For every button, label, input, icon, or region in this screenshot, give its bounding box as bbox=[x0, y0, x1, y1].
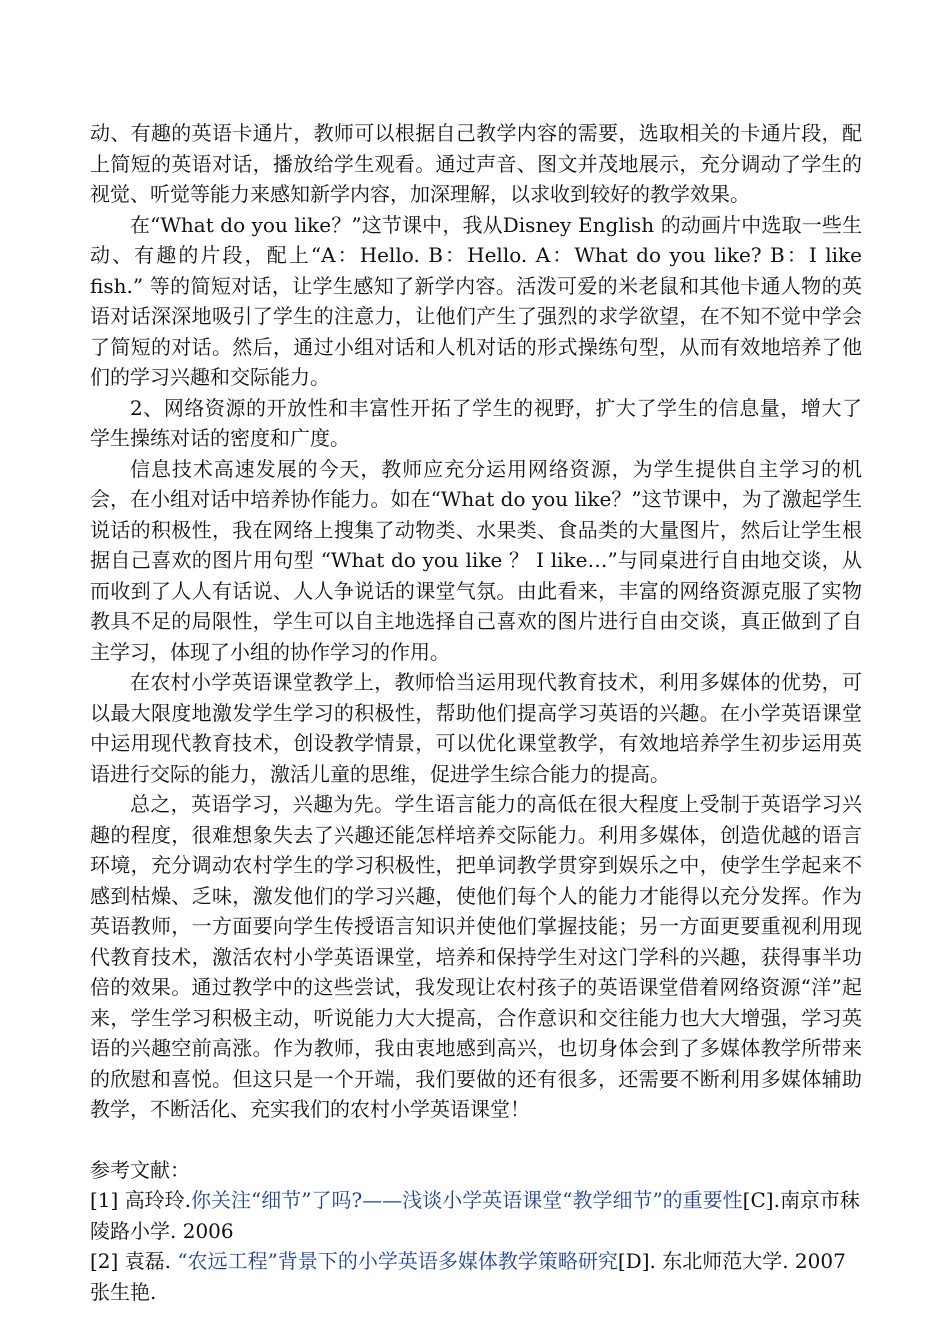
body-paragraph-5: 在农村小学英语课堂教学上，教师恰当运用现代教育技术，利用多媒体的优势，可以最大限度地激发学生学习的积极性，帮助他们提高学习英语的兴趣。在小学英语课堂中运用现代教育技术，创设教学情景，可以优化课堂教学，有效地培养学生初步运用英语进行交际的能力，激活儿童的思维，促进学生综合能力的提高。 bbox=[90, 670, 862, 786]
body-paragraph-4: 信息技术高速发展的今天，教师应充分运用网络资源，为学生提供自主学习的机会，在小组对话中培养协作能力。如在“What do you like？”这节课中，为了激起学生说话的积极性，我在网络上搜集了动物类、水果类、食品类的大量图片，然后让学生根据自己喜欢的图片用句型 “What do you like ？ I like…”与同桌进行自由地交谈，从而收到了人人有话说、人人争说话的课堂气氛。由此看来，丰富的网络资源克服了实物教具不足的局限性，学生可以自主地选择自己喜欢的图片进行自由交谈，真正做到了自主学习，体现了小组的协作学习的作用。 bbox=[90, 456, 862, 664]
references-section bbox=[90, 1155, 862, 1308]
reference-item-1 bbox=[90, 1185, 862, 1246]
reference-2-prefix: [2] 袁磊. bbox=[90, 1249, 178, 1273]
body-paragraph-6: 总之，英语学习，兴趣为先。学生语言能力的高低在很大程度上受制于英语学习兴趣的程度，很难想象失去了兴趣还能怎样培养交际能力。利用多媒体，创造优越的语言环境，充分调动农村学生的学习积极性，把单词教学贯穿到娱乐之中，使学生学起来不感到枯燥、乏味，激发他们的学习兴趣，使他们每个人的能力才能得以充分发挥。作为英语教师，一方面要向学生传授语言知识并使他们掌握技能；另一方面更要重视利用现代教育技术，激活农村小学英语课堂，培养和保持学生对这门学科的兴趣，获得事半功倍的效果。通过教学中的这些尝试，我发现让农村孩子的英语课堂借着网络资源“洋”起来，学生学习积极主动，听说能力大大提高，合作意识和交往能力也大大增强，学习英语的兴趣空前高涨。作为教师，我由衷地感到高兴，也切身体会到了多媒体教学所带来的欣慰和喜悦。但这只是一个开端，我们要做的还有很多，还需要不断利用多媒体辅助教学，不断活化、充实我们的农村小学英语课堂！ bbox=[90, 792, 862, 1121]
document-page bbox=[90, 118, 862, 1307]
reference-1-suffix: [C].南京市秣陵路小学. 2006 bbox=[90, 1188, 860, 1243]
body-paragraph-2: 在“What do you like？”这节课中，我从Disney English 的动画片中选取一些生动、有趣的片段，配上“A：Hello. B：Hello. A：What do you like? B：I like fish.” 等的简短对话，让学生感知了新学内容。活泼可爱的米老鼠和其他卡通人物的英语对话深深地吸引了学生的注意力，让他们产生了强烈的求学欲望，在不知不觉中学会了简短的对话。然后，通过小组对话和人机对话的形式操练句型，从而有效地培养了他们的学习兴趣和交际能力。 bbox=[90, 212, 862, 389]
reference-2-suffix: [D]. 东北师范大学. 2007张生艳. bbox=[90, 1249, 846, 1304]
body-paragraph-1: 动、有趣的英语卡通片，教师可以根据自己教学内容的需要，选取相关的卡通片段，配上简短的英语对话，播放给学生观看。通过声音、图文并茂地展示，充分调动了学生的视觉、听觉等能力来感知新学内容，加深理解，以求收到较好的教学效果。 bbox=[90, 121, 862, 206]
references-heading: 参考文献： bbox=[90, 1157, 190, 1182]
reference-1-title-link[interactable]: 你关注“细节”了吗?——浅谈小学英语课堂“教学细节”的重要性 bbox=[191, 1188, 743, 1212]
body-paragraph-3: 2、网络资源的开放性和丰富性开拓了学生的视野，扩大了学生的信息量，增大了学生操练对话的密度和广度。 bbox=[90, 395, 862, 450]
reference-1-prefix: [1] 高玲玲. bbox=[90, 1188, 192, 1212]
reference-item-2 bbox=[90, 1246, 862, 1307]
reference-2-title-link[interactable]: “农远工程”背景下的小学英语多媒体教学策略研究 bbox=[177, 1249, 618, 1273]
